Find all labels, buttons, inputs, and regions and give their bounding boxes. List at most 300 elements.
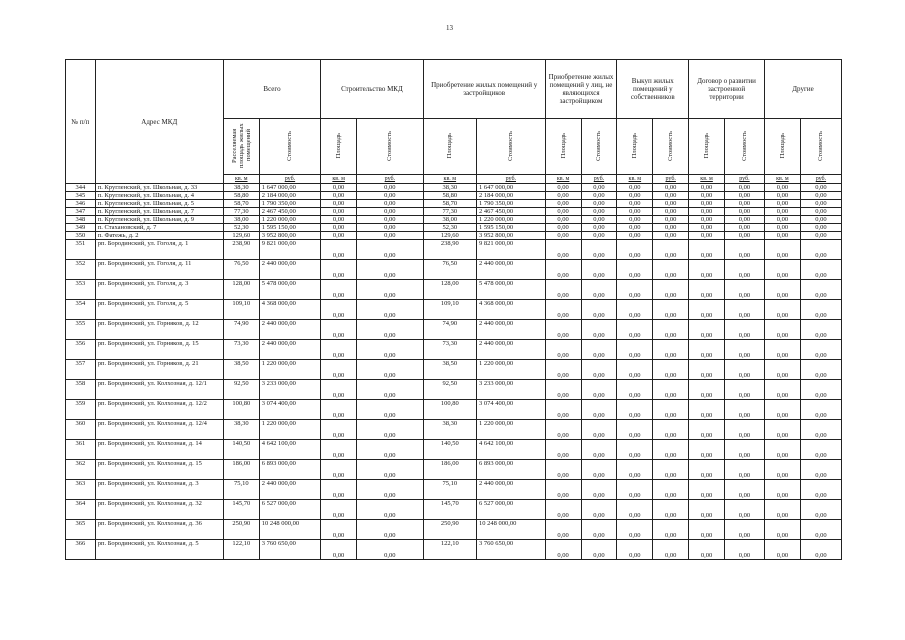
row-address: п. Кругленский, ул. Школьная, д. 4	[95, 192, 223, 200]
zero-value: 0,00	[653, 460, 689, 480]
zero-value: 0,00	[689, 240, 725, 260]
zero-value: 0,00	[764, 340, 800, 360]
zero-value: 0,00	[545, 320, 581, 340]
row-address: п. Стахановский, д. 7	[95, 224, 223, 232]
row-total-cost: 1 220 000,00	[259, 420, 321, 440]
zero-value: 0,00	[357, 460, 424, 480]
zero-value: 0,00	[724, 420, 764, 440]
zero-value: 0,00	[800, 224, 841, 232]
row-total-area: 38,30	[223, 184, 259, 192]
row-number: 359	[66, 400, 96, 420]
zero-value: 0,00	[357, 280, 424, 300]
zero-value: 0,00	[724, 480, 764, 500]
zero-value: 0,00	[764, 540, 800, 560]
row-number: 365	[66, 520, 96, 540]
zero-value: 0,00	[800, 184, 841, 192]
zero-value: 0,00	[724, 380, 764, 400]
table-row	[66, 200, 842, 208]
row-total-cost: 2 440 000,00	[259, 260, 321, 280]
zero-value: 0,00	[581, 208, 617, 216]
zero-value: 0,00	[545, 192, 581, 200]
zero-value: 0,00	[617, 440, 653, 460]
zero-value: 0,00	[764, 520, 800, 540]
row-developer-area: 145,70	[423, 500, 476, 520]
zero-value: 0,00	[617, 192, 653, 200]
row-number: 356	[66, 340, 96, 360]
zero-value: 0,00	[689, 360, 725, 380]
row-number: 357	[66, 360, 96, 380]
zero-value: 0,00	[764, 360, 800, 380]
zero-value: 0,00	[653, 224, 689, 232]
header-sub-area: Площадь	[423, 119, 476, 175]
zero-value: 0,00	[357, 208, 424, 216]
zero-value: 0,00	[800, 440, 841, 460]
row-developer-cost: 2 440 000,00	[476, 260, 545, 280]
zero-value: 0,00	[689, 480, 725, 500]
row-total-cost: 1 647 000,00	[259, 184, 321, 192]
zero-value: 0,00	[581, 540, 617, 560]
row-total-area: 122,10	[223, 540, 259, 560]
zero-value: 0,00	[724, 208, 764, 216]
zero-value: 0,00	[764, 208, 800, 216]
zero-value: 0,00	[357, 260, 424, 280]
row-number: 349	[66, 224, 96, 232]
row-total-cost: 2 184 000,00	[259, 192, 321, 200]
row-developer-cost: 1 220 000,00	[476, 360, 545, 380]
zero-value: 0,00	[321, 232, 357, 240]
row-address: рп. Бородинский, ул. Колхозная, д. 5	[95, 540, 223, 560]
unit-rub: руб.	[653, 175, 689, 184]
zero-value: 0,00	[653, 208, 689, 216]
zero-value: 0,00	[581, 380, 617, 400]
zero-value: 0,00	[800, 500, 841, 520]
zero-value: 0,00	[617, 184, 653, 192]
row-address: рп. Бородинский, ул. Гоголя, д. 1	[95, 240, 223, 260]
row-total-area: 38,00	[223, 216, 259, 224]
zero-value: 0,00	[545, 216, 581, 224]
zero-value: 0,00	[617, 500, 653, 520]
zero-value: 0,00	[357, 224, 424, 232]
zero-value: 0,00	[653, 216, 689, 224]
row-total-area: 74,90	[223, 320, 259, 340]
row-total-area: 75,10	[223, 480, 259, 500]
zero-value: 0,00	[321, 460, 357, 480]
zero-value: 0,00	[689, 540, 725, 560]
zero-value: 0,00	[800, 480, 841, 500]
zero-value: 0,00	[800, 192, 841, 200]
row-total-area: 129,60	[223, 232, 259, 240]
row-developer-area: 75,10	[423, 480, 476, 500]
zero-value: 0,00	[764, 216, 800, 224]
zero-value: 0,00	[800, 420, 841, 440]
zero-value: 0,00	[321, 420, 357, 440]
zero-value: 0,00	[653, 200, 689, 208]
table-row	[66, 500, 842, 520]
zero-value: 0,00	[545, 240, 581, 260]
zero-value: 0,00	[653, 260, 689, 280]
row-total-cost: 6 527 000,00	[259, 500, 321, 520]
zero-value: 0,00	[581, 400, 617, 420]
table-row	[66, 400, 842, 420]
zero-value: 0,00	[581, 460, 617, 480]
zero-value: 0,00	[357, 300, 424, 320]
row-total-area: 58,70	[223, 200, 259, 208]
zero-value: 0,00	[357, 540, 424, 560]
row-number: 361	[66, 440, 96, 460]
row-number: 354	[66, 300, 96, 320]
header-sub-area: Площадь	[764, 119, 800, 175]
row-number: 355	[66, 320, 96, 340]
zero-value: 0,00	[357, 216, 424, 224]
header-sub-cost: Стоимость	[724, 119, 764, 175]
unit-sqm: кв. м	[689, 175, 725, 184]
row-address: рп. Бородинский, ул. Колхозная, д. 32	[95, 500, 223, 520]
header-sub-cost-total: Стоимость	[259, 119, 321, 175]
zero-value: 0,00	[321, 380, 357, 400]
row-developer-cost: 6 527 000,00	[476, 500, 545, 520]
zero-value: 0,00	[321, 280, 357, 300]
zero-value: 0,00	[617, 400, 653, 420]
row-number: 350	[66, 232, 96, 240]
row-total-cost: 4 642 100,00	[259, 440, 321, 460]
row-total-cost: 3 760 650,00	[259, 540, 321, 560]
zero-value: 0,00	[764, 200, 800, 208]
zero-value: 0,00	[617, 208, 653, 216]
zero-value: 0,00	[653, 240, 689, 260]
zero-value: 0,00	[800, 216, 841, 224]
zero-value: 0,00	[581, 480, 617, 500]
row-total-area: 58,80	[223, 192, 259, 200]
zero-value: 0,00	[545, 208, 581, 216]
zero-value: 0,00	[724, 232, 764, 240]
resettlement-table	[65, 59, 842, 560]
row-developer-cost: 4 642 100,00	[476, 440, 545, 460]
zero-value: 0,00	[800, 208, 841, 216]
row-number: 352	[66, 260, 96, 280]
table-row	[66, 240, 842, 260]
row-address: рп. Бородинский, ул. Колхозная, д. 15	[95, 460, 223, 480]
zero-value: 0,00	[689, 192, 725, 200]
row-number: 347	[66, 208, 96, 216]
zero-value: 0,00	[724, 192, 764, 200]
row-developer-cost: 2 440 000,00	[476, 480, 545, 500]
zero-value: 0,00	[321, 216, 357, 224]
row-total-area: 186,00	[223, 460, 259, 480]
row-developer-area: 38,30	[423, 420, 476, 440]
row-total-area: 76,50	[223, 260, 259, 280]
zero-value: 0,00	[764, 420, 800, 440]
zero-value: 0,00	[764, 440, 800, 460]
zero-value: 0,00	[764, 240, 800, 260]
zero-value: 0,00	[545, 232, 581, 240]
zero-value: 0,00	[689, 340, 725, 360]
zero-value: 0,00	[617, 460, 653, 480]
zero-value: 0,00	[764, 232, 800, 240]
row-address: п. Кругленский, ул. Школьная, д. 9	[95, 216, 223, 224]
zero-value: 0,00	[617, 200, 653, 208]
zero-value: 0,00	[357, 192, 424, 200]
zero-value: 0,00	[357, 184, 424, 192]
row-total-cost: 1 595 150,00	[259, 224, 321, 232]
zero-value: 0,00	[581, 240, 617, 260]
zero-value: 0,00	[545, 340, 581, 360]
table-row	[66, 540, 842, 560]
zero-value: 0,00	[689, 520, 725, 540]
row-developer-cost: 1 595 150,00	[476, 224, 545, 232]
zero-value: 0,00	[724, 500, 764, 520]
table-row	[66, 208, 842, 216]
row-address: рп. Бородинский, ул. Горняков, д. 21	[95, 360, 223, 380]
row-address: рп. Бородинский, ул. Колхозная, д. 14	[95, 440, 223, 460]
table-row	[66, 520, 842, 540]
zero-value: 0,00	[581, 340, 617, 360]
zero-value: 0,00	[764, 280, 800, 300]
row-total-cost: 2 440 000,00	[259, 480, 321, 500]
zero-value: 0,00	[545, 300, 581, 320]
zero-value: 0,00	[724, 224, 764, 232]
row-total-area: 145,70	[223, 500, 259, 520]
zero-value: 0,00	[617, 300, 653, 320]
zero-value: 0,00	[689, 216, 725, 224]
row-total-cost: 2 440 000,00	[259, 320, 321, 340]
zero-value: 0,00	[545, 420, 581, 440]
zero-value: 0,00	[689, 200, 725, 208]
zero-value: 0,00	[800, 340, 841, 360]
header-group-buyout: Выкуп жилых помещений у собственников	[617, 60, 689, 119]
row-developer-area: 238,90	[423, 240, 476, 260]
row-total-cost: 9 821 000,00	[259, 240, 321, 260]
zero-value: 0,00	[581, 280, 617, 300]
zero-value: 0,00	[724, 240, 764, 260]
zero-value: 0,00	[689, 400, 725, 420]
row-number: 344	[66, 184, 96, 192]
row-number: 345	[66, 192, 96, 200]
zero-value: 0,00	[653, 232, 689, 240]
zero-value: 0,00	[724, 440, 764, 460]
table-row	[66, 340, 842, 360]
table-row	[66, 360, 842, 380]
zero-value: 0,00	[545, 540, 581, 560]
row-developer-area: 128,00	[423, 280, 476, 300]
table-row	[66, 260, 842, 280]
zero-value: 0,00	[321, 200, 357, 208]
zero-value: 0,00	[545, 260, 581, 280]
table-row	[66, 380, 842, 400]
row-address: рп. Бородинский, ул. Горняков, д. 15	[95, 340, 223, 360]
row-total-area: 128,00	[223, 280, 259, 300]
row-developer-area: 122,10	[423, 540, 476, 560]
header-group-developer: Приобретение жилых помещений у застройщиков	[423, 60, 545, 119]
unit-sqm: кв. м	[764, 175, 800, 184]
zero-value: 0,00	[724, 300, 764, 320]
row-total-area: 38,50	[223, 360, 259, 380]
header-sub-area: Площадь	[321, 119, 357, 175]
zero-value: 0,00	[724, 320, 764, 340]
zero-value: 0,00	[617, 232, 653, 240]
row-developer-area: 58,80	[423, 192, 476, 200]
table-body	[66, 184, 842, 560]
zero-value: 0,00	[653, 400, 689, 420]
header-sub-area: Площадь	[545, 119, 581, 175]
row-total-area: 238,90	[223, 240, 259, 260]
zero-value: 0,00	[581, 184, 617, 192]
table-row	[66, 224, 842, 232]
zero-value: 0,00	[653, 380, 689, 400]
zero-value: 0,00	[617, 540, 653, 560]
table-row	[66, 480, 842, 500]
zero-value: 0,00	[581, 192, 617, 200]
row-developer-area: 38,00	[423, 216, 476, 224]
zero-value: 0,00	[764, 400, 800, 420]
zero-value: 0,00	[617, 480, 653, 500]
zero-value: 0,00	[800, 320, 841, 340]
header-group-total: Всего	[223, 60, 320, 119]
zero-value: 0,00	[545, 480, 581, 500]
header-sub-cost: Стоимость	[357, 119, 424, 175]
row-total-area: 77,30	[223, 208, 259, 216]
zero-value: 0,00	[689, 232, 725, 240]
unit-rub: руб.	[581, 175, 617, 184]
zero-value: 0,00	[321, 520, 357, 540]
row-total-cost: 3 233 000,00	[259, 380, 321, 400]
zero-value: 0,00	[545, 400, 581, 420]
row-developer-cost: 2 184 000,00	[476, 192, 545, 200]
row-developer-area: 109,10	[423, 300, 476, 320]
header-group-non-developer: Приобретение жилых помещений у лиц, не являющихся застройщиком	[545, 60, 617, 119]
zero-value: 0,00	[689, 300, 725, 320]
row-number: 360	[66, 420, 96, 440]
zero-value: 0,00	[800, 380, 841, 400]
zero-value: 0,00	[357, 240, 424, 260]
zero-value: 0,00	[581, 216, 617, 224]
unit-rub: руб.	[357, 175, 424, 184]
table-row	[66, 216, 842, 224]
zero-value: 0,00	[617, 320, 653, 340]
table-row	[66, 184, 842, 192]
zero-value: 0,00	[689, 260, 725, 280]
row-address: рп. Бородинский, ул. Колхозная, д. 36	[95, 520, 223, 540]
unit-rub: руб.	[476, 175, 545, 184]
row-number: 362	[66, 460, 96, 480]
row-developer-area: 73,30	[423, 340, 476, 360]
zero-value: 0,00	[321, 224, 357, 232]
row-number: 358	[66, 380, 96, 400]
row-number: 353	[66, 280, 96, 300]
zero-value: 0,00	[689, 460, 725, 480]
table-row	[66, 460, 842, 480]
zero-value: 0,00	[617, 380, 653, 400]
zero-value: 0,00	[357, 500, 424, 520]
row-address: рп. Бородинский, ул. Колхозная, д. 3	[95, 480, 223, 500]
header-sub-cost: Стоимость	[800, 119, 841, 175]
row-developer-cost: 3 074 400,00	[476, 400, 545, 420]
zero-value: 0,00	[724, 280, 764, 300]
row-address: п. Фатежь, д. 2	[95, 232, 223, 240]
row-developer-area: 140,50	[423, 440, 476, 460]
zero-value: 0,00	[724, 460, 764, 480]
unit-sqm: кв. м	[321, 175, 357, 184]
row-developer-cost: 1 647 000,00	[476, 184, 545, 192]
zero-value: 0,00	[689, 224, 725, 232]
zero-value: 0,00	[653, 280, 689, 300]
zero-value: 0,00	[653, 300, 689, 320]
zero-value: 0,00	[689, 280, 725, 300]
zero-value: 0,00	[357, 340, 424, 360]
zero-value: 0,00	[581, 500, 617, 520]
header-group-territory: Договор о развитии застроенной территории	[689, 60, 765, 119]
zero-value: 0,00	[321, 240, 357, 260]
header-row-groups	[66, 60, 842, 119]
zero-value: 0,00	[689, 184, 725, 192]
zero-value: 0,00	[357, 320, 424, 340]
zero-value: 0,00	[581, 440, 617, 460]
unit-sqm: кв. м	[423, 175, 476, 184]
zero-value: 0,00	[617, 240, 653, 260]
zero-value: 0,00	[689, 440, 725, 460]
row-developer-cost: 3 760 650,00	[476, 540, 545, 560]
zero-value: 0,00	[357, 200, 424, 208]
zero-value: 0,00	[764, 460, 800, 480]
row-developer-cost: 2 467 450,00	[476, 208, 545, 216]
row-developer-area: 250,90	[423, 520, 476, 540]
row-total-cost: 2 467 450,00	[259, 208, 321, 216]
zero-value: 0,00	[321, 540, 357, 560]
row-address: рп. Бородинский, ул. Гоголя, д. 3	[95, 280, 223, 300]
header-sub-cost: Стоимость	[581, 119, 617, 175]
table-row	[66, 420, 842, 440]
zero-value: 0,00	[800, 240, 841, 260]
unit-sqm: кв. м	[545, 175, 581, 184]
row-developer-cost: 4 368 000,00	[476, 300, 545, 320]
zero-value: 0,00	[689, 380, 725, 400]
row-developer-area: 76,50	[423, 260, 476, 280]
row-developer-area: 92,50	[423, 380, 476, 400]
row-developer-cost: 3 952 800,00	[476, 232, 545, 240]
row-address: рп. Бородинский, ул. Гоголя, д. 5	[95, 300, 223, 320]
zero-value: 0,00	[764, 260, 800, 280]
zero-value: 0,00	[357, 440, 424, 460]
page-number: 13	[446, 24, 453, 32]
unit-rub: руб.	[800, 175, 841, 184]
zero-value: 0,00	[653, 320, 689, 340]
header-num: № п/п	[66, 60, 96, 184]
row-developer-cost: 5 478 000,00	[476, 280, 545, 300]
table-row	[66, 280, 842, 300]
zero-value: 0,00	[321, 300, 357, 320]
zero-value: 0,00	[617, 340, 653, 360]
unit-rub: руб.	[259, 175, 321, 184]
zero-value: 0,00	[653, 520, 689, 540]
zero-value: 0,00	[724, 340, 764, 360]
zero-value: 0,00	[545, 224, 581, 232]
zero-value: 0,00	[321, 260, 357, 280]
row-number: 363	[66, 480, 96, 500]
header-sub-cost: Стоимость	[653, 119, 689, 175]
zero-value: 0,00	[581, 320, 617, 340]
row-developer-cost: 6 893 000,00	[476, 460, 545, 480]
row-total-area: 73,30	[223, 340, 259, 360]
row-total-area: 52,30	[223, 224, 259, 232]
row-developer-cost: 1 220 000,00	[476, 216, 545, 224]
zero-value: 0,00	[764, 500, 800, 520]
unit-sqm: кв. м	[223, 175, 259, 184]
header-sub-area: Площадь	[689, 119, 725, 175]
zero-value: 0,00	[617, 224, 653, 232]
zero-value: 0,00	[321, 208, 357, 216]
row-developer-area: 129,60	[423, 232, 476, 240]
zero-value: 0,00	[764, 320, 800, 340]
zero-value: 0,00	[617, 520, 653, 540]
